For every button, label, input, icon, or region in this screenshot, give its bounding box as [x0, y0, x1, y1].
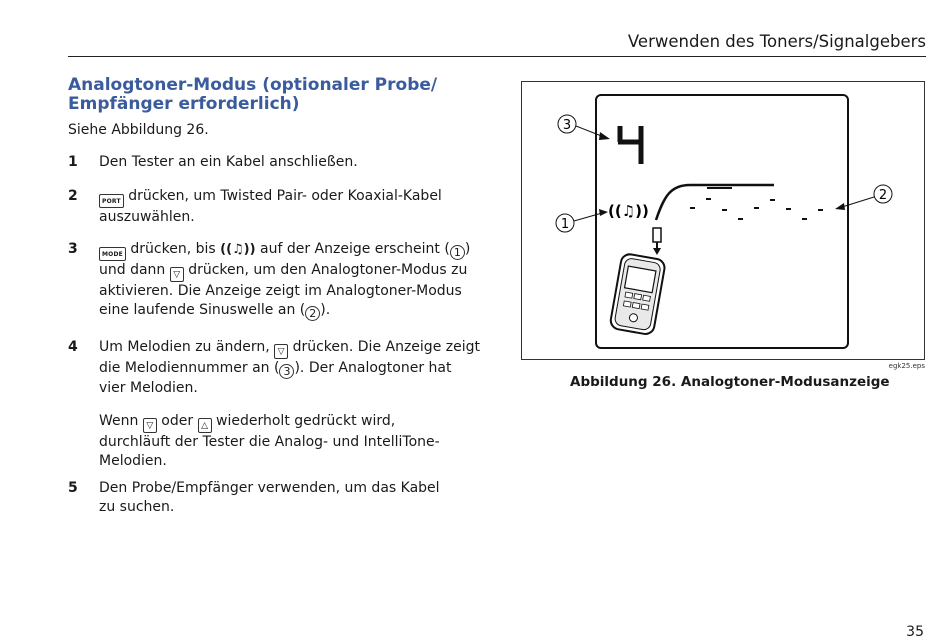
- step-5: [68, 479, 488, 517]
- step-text: ).: [320, 302, 331, 318]
- callout-ref-3: 3: [279, 364, 294, 379]
- step-number: 5: [68, 480, 78, 496]
- section-heading: [68, 76, 488, 114]
- step-text: und dann: [99, 262, 166, 278]
- step-text: ). Der Analogtoner hat: [294, 360, 452, 376]
- step-text: ): [464, 241, 471, 257]
- step-text: zu suchen.: [99, 499, 175, 515]
- step-text: die Melodiennummer an (: [99, 360, 280, 376]
- step-text: durchläuft der Tester die Analog- und IntelliTone-: [99, 434, 440, 450]
- step-number: 1: [68, 154, 78, 170]
- step-text: drücken, um Twisted Pair- oder Koaxial-Kabel: [128, 188, 442, 204]
- down-arrow-key-icon: ▽: [143, 418, 157, 433]
- figure-box: [521, 81, 925, 360]
- header-title: Verwenden des Toners/Signalgebers: [627, 32, 926, 51]
- step-text: eine laufende Sinuswelle an (: [99, 302, 306, 318]
- callout-3-label: 3: [562, 118, 572, 133]
- tone-icon: ((♫)): [608, 202, 649, 220]
- step-text: drücken, bis: [130, 241, 216, 257]
- step-number: 3: [68, 241, 78, 257]
- step-text: Wenn: [99, 413, 139, 429]
- step-3: [68, 240, 488, 321]
- step-2: [68, 187, 488, 227]
- step-text: Melodien.: [99, 453, 167, 469]
- tone-icon: ((♫)): [220, 242, 256, 257]
- intro-text: Siehe Abbildung 26.: [68, 122, 209, 138]
- page-number: 35: [906, 624, 924, 640]
- section-heading-line1: Analogtoner-Modus (optionaler Probe/: [68, 75, 438, 95]
- figure-illustration: [522, 82, 926, 361]
- callout-ref-2: 2: [305, 306, 320, 321]
- down-arrow-key-icon: ▽: [170, 267, 184, 282]
- step-number: 4: [68, 339, 78, 355]
- step-text: Den Tester an ein Kabel anschließen.: [99, 154, 358, 170]
- mode-key-icon: MODE: [99, 247, 126, 261]
- down-arrow-key-icon: ▽: [274, 344, 288, 359]
- callout-2-label: 2: [878, 188, 888, 203]
- step-text: drücken, um den Analogtoner-Modus zu: [188, 262, 468, 278]
- step-text: Um Melodien zu ändern,: [99, 339, 270, 355]
- figure-caption: Abbildung 26. Analogtoner-Modusanzeige: [570, 374, 890, 390]
- callout-1-label: 1: [560, 217, 570, 232]
- step-1: [68, 153, 488, 172]
- callout-ref-1: 1: [450, 245, 465, 260]
- step-text: auszuwählen.: [99, 209, 195, 225]
- step-text: drücken. Die Anzeige zeigt: [292, 339, 480, 355]
- step-text: vier Melodien.: [99, 380, 198, 396]
- step-number: 2: [68, 188, 78, 204]
- figure-file-label: egk25.eps: [888, 362, 925, 370]
- step-4: [68, 338, 488, 471]
- step-text: Den Probe/Empfänger verwenden, um das Kabel: [99, 480, 440, 496]
- up-arrow-key-icon: △: [198, 418, 212, 433]
- step-text: wiederholt gedrückt wird,: [216, 413, 396, 429]
- step-text: auf der Anzeige erscheint (: [260, 241, 450, 257]
- port-key-icon: PORT: [99, 194, 124, 208]
- step-text: aktivieren. Die Anzeige zeigt im Analogtoner-Modus: [99, 283, 462, 299]
- section-heading-line2: Empfänger erforderlich): [68, 94, 300, 114]
- header-rule: [68, 56, 926, 57]
- step-text: oder: [161, 413, 194, 429]
